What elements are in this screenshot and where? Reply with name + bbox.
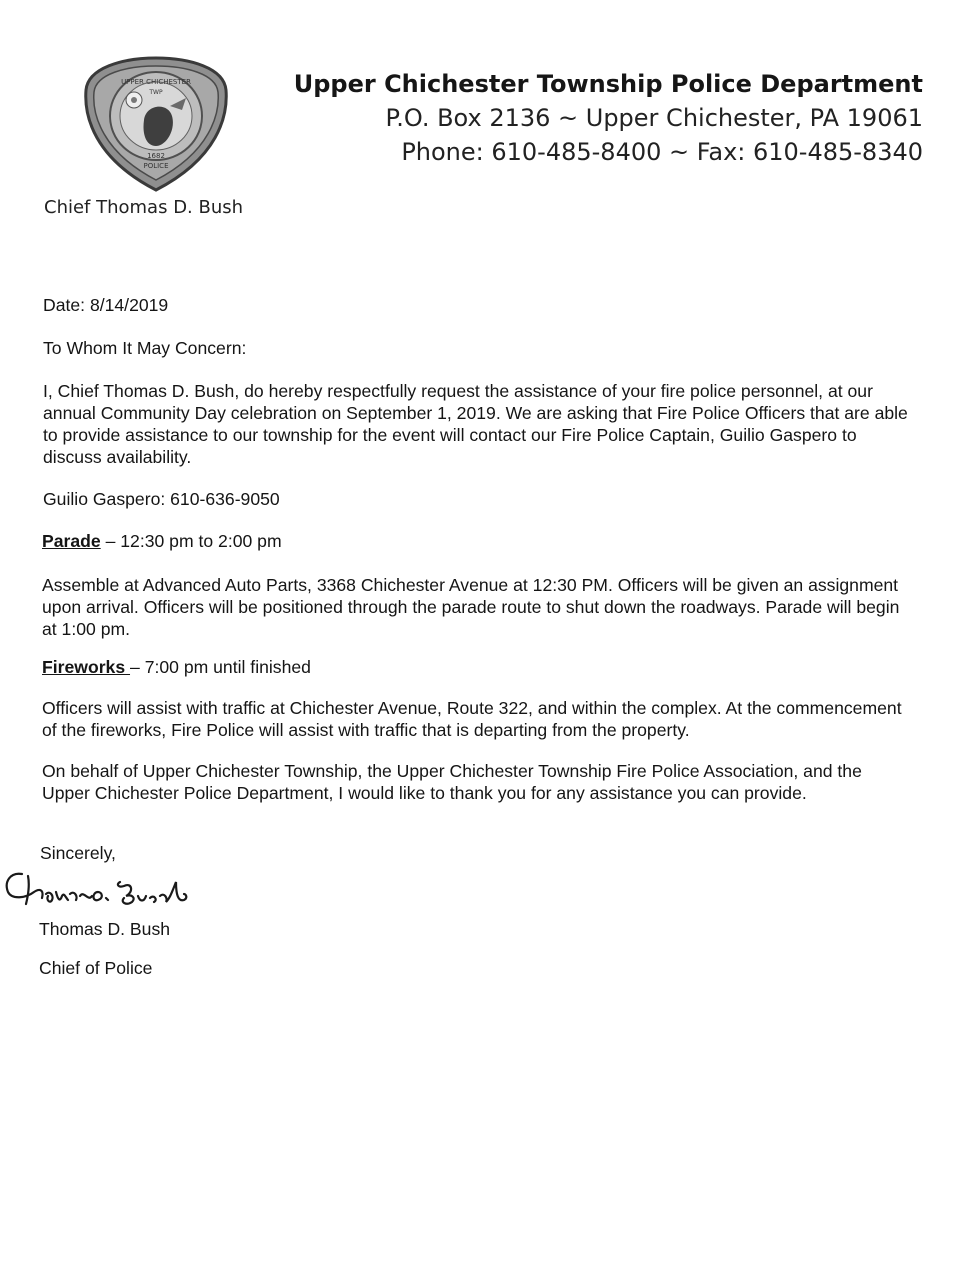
fireworks-heading: Fireworks <box>42 657 131 677</box>
fireworks-section-title <box>42 656 311 678</box>
contact-line: Guilio Gaspero: 610-636-9050 <box>43 489 280 509</box>
signer-title: Chief of Police <box>39 958 153 978</box>
chief-name-line: Chief Thomas D. Bush <box>44 197 244 218</box>
badge-text-bottom: POLICE <box>143 162 169 170</box>
badge-text-mid: TWP <box>149 89 163 96</box>
fireworks-time: – 7:00 pm until finished <box>130 657 311 677</box>
fireworks-paragraph: Officers will assist with traffic at Chichester Avenue, Route 322, and within the complex. At the commencement of the fireworks, Fire Police will assist with traffic that is departing from the property. <box>42 698 902 740</box>
letter-salutation: To Whom It May Concern: <box>43 338 247 358</box>
badge-text-year: 1682 <box>147 152 165 160</box>
thanks-paragraph: On behalf of Upper Chichester Township, the Upper Chichester Township Fire Police Association, and the Upper Chichester Police Department, I would like to thank you for any assistance you can provide. <box>42 761 862 803</box>
police-badge-logo <box>82 54 230 194</box>
badge-text-top: UPPER CHICHESTER <box>121 78 191 86</box>
department-address: P.O. Box 2136 ~ Upper Chichester, PA 19061 <box>385 104 923 132</box>
parade-section-title <box>42 530 282 552</box>
letter-closing: Sincerely, <box>40 843 116 863</box>
handwritten-signature <box>0 862 250 922</box>
department-phone-fax: Phone: 610-485-8400 ~ Fax: 610-485-8340 <box>401 138 923 166</box>
parade-time: – 12:30 pm to 2:00 pm <box>100 531 282 551</box>
letter-intro-paragraph: I, Chief Thomas D. Bush, do hereby respectfully request the assistance of your fire police personnel, at our annual Community Day celebration on September 1, 2019. We are asking that Fire Police Officers that are able to provide assistance to our township for the event will contact our Fire Police Captain, Guilio Gaspero to discuss availability. <box>43 381 908 467</box>
signer-name: Thomas D. Bush <box>39 919 171 939</box>
parade-paragraph: Assemble at Advanced Auto Parts, 3368 Chichester Avenue at 12:30 PM. Officers will be given an assignment upon arrival. Officers will be positioned through the parade route to shut down the roadways. Parade will begin at 1:00 pm. <box>42 575 900 639</box>
letter-date: Date: 8/14/2019 <box>43 295 169 315</box>
parade-heading: Parade <box>42 531 101 551</box>
department-name: Upper Chichester Township Police Department <box>293 70 923 98</box>
